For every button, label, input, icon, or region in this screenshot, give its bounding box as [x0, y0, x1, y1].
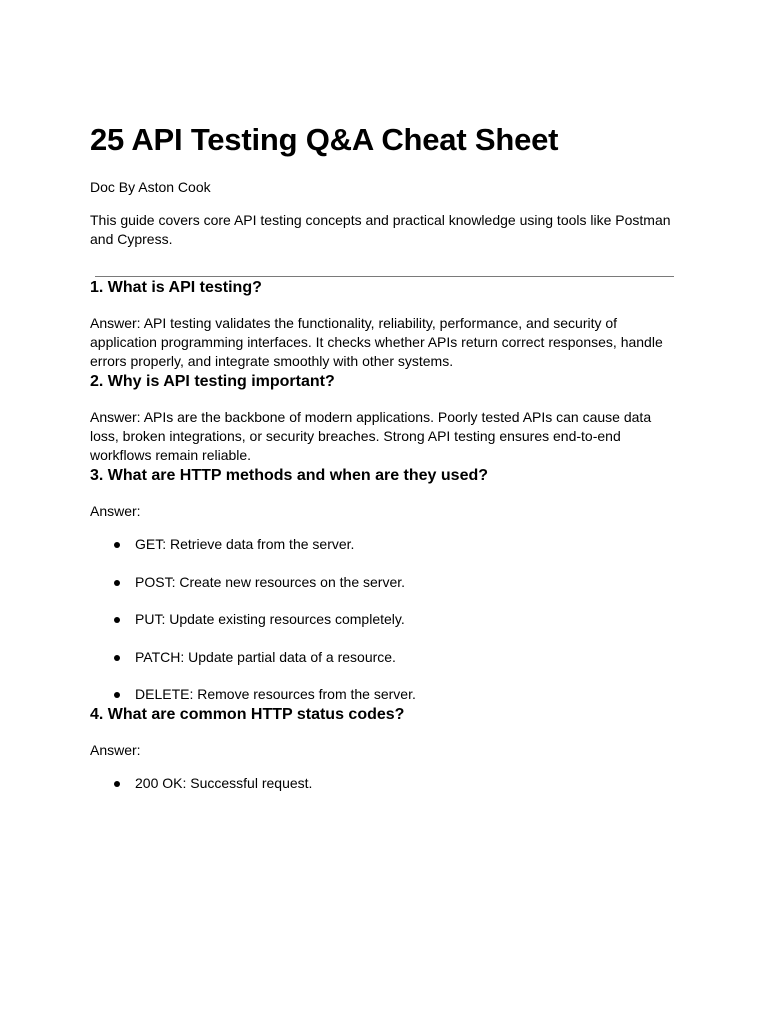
question-1-heading: 1. What is API testing? — [90, 279, 262, 296]
question-2-heading: 2. Why is API testing important? — [90, 373, 335, 390]
list-item-text: 200 OK: Successful request. — [135, 775, 313, 791]
bullet-icon — [114, 580, 120, 586]
intro-paragraph: This guide covers core API testing concepts and practical knowledge using tools like Postman and Cypress. — [90, 212, 671, 247]
bullet-icon — [114, 617, 120, 623]
bullet-icon — [114, 692, 120, 698]
document-body — [90, 118, 682, 793]
list-item — [90, 610, 682, 629]
bullet-icon — [114, 542, 120, 548]
list-item-text: PATCH: Update partial data of a resource. — [135, 648, 396, 665]
question-2-answer: Answer: APIs are the backbone of modern applications. Poorly tested APIs can cause data loss, broken integrations, or security breaches. Strong API testing ensures end-to-end workflows remain reliable. — [90, 409, 652, 463]
list-item — [90, 535, 682, 554]
byline: Doc By Aston Cook — [90, 179, 211, 195]
bullet-icon — [114, 655, 120, 661]
question-3-bullet-list — [90, 535, 682, 704]
list-item-text: GET: Retrieve data from the server. — [135, 536, 355, 552]
page-title: 25 API Testing Q&A Cheat Sheet — [90, 122, 559, 157]
list-item-text: PUT: Update existing resources completely. — [135, 611, 405, 627]
bullet-icon — [114, 781, 120, 787]
list-item — [90, 648, 682, 667]
list-item — [90, 685, 682, 704]
question-3-heading: 3. What are HTTP methods and when are they used? — [90, 467, 489, 484]
question-3-answer: Answer: — [90, 503, 141, 519]
question-4-bullet-list — [90, 774, 682, 793]
question-4-heading: 4. What are common HTTP status codes? — [90, 706, 405, 723]
list-item — [90, 774, 682, 793]
question-1-answer: Answer: API testing validates the functionality, reliability, performance, and security of application programming interfaces. It checks whether APIs return correct responses, handle errors properly, and integrate smoothly with other systems. — [90, 315, 663, 369]
question-4-answer: Answer: — [90, 742, 141, 758]
list-item-text: POST: Create new resources on the server. — [135, 573, 406, 590]
list-item-text: DELETE: Remove resources from the server. — [135, 686, 416, 702]
list-item — [90, 573, 682, 592]
